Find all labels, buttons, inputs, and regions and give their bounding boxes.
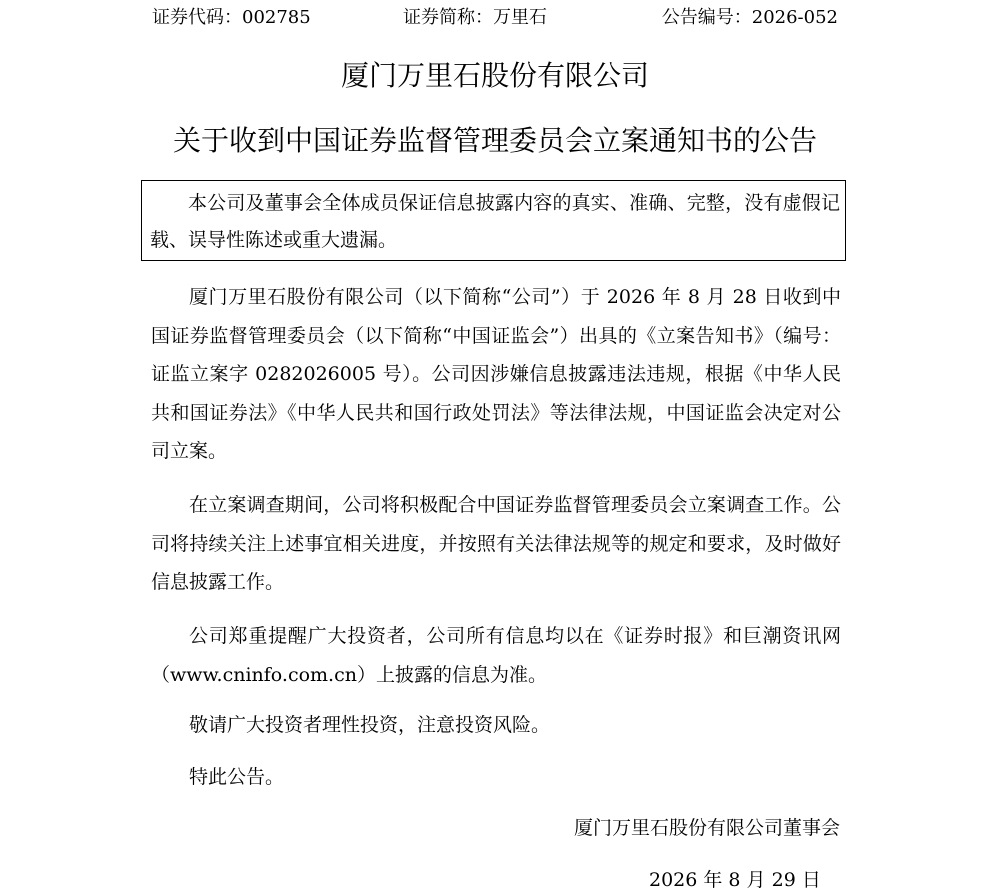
signature-date: 2026 年 8 月 29 日 [649, 869, 821, 891]
announcement-number: 公告编号：2026-052 [661, 7, 838, 28]
paragraph-cooperation: 在立案调查期间，公司将积极配合中国证券监督管理委员会立案调查工作。公司将持续关注上述事宜相关进度，并按照有关法律法规等的规定和要求，及时做好信息披露工作。 [151, 494, 841, 593]
paragraph-filing-notice: 厦门万里石股份有限公司（以下简称“公司”）于 2026 年 8 月 28 日收到中国证券监督管理委员会（以下简称“中国证监会”）出具的《立案告知书》（编号：证监立案字 0282026005 号）。公司因涉嫌信息披露违法违规，根据《中华人民共和国证券法》《中华人民共和国行政处罚法》等法律法规，中国证监会决定对公司立案。 [151, 286, 841, 462]
paragraph-disclosure-media: 公司郑重提醒广大投资者，公司所有信息均以在《证券时报》和巨潮资讯网（www.cninfo.com.cn）上披露的信息为准。 [151, 625, 841, 686]
board-statement-text: 本公司及董事会全体成员保证信息披露内容的真实、准确、完整，没有虚假记载、误导性陈述或重大遗漏。 [150, 192, 840, 251]
stock-abbreviation: 证券简称：万里石 [403, 7, 547, 28]
board-statement-box [141, 180, 846, 261]
company-title: 厦门万里石股份有限公司 [340, 59, 649, 92]
stock-code: 证券代码：002785 [152, 7, 311, 28]
paragraph-closing: 特此公告。 [189, 766, 285, 788]
paragraph-risk-warning: 敬请广大投资者理性投资，注意投资风险。 [189, 714, 551, 736]
signature-board: 厦门万里石股份有限公司董事会 [573, 817, 840, 839]
notice-title: 关于收到中国证券监督管理委员会立案通知书的公告 [172, 124, 817, 157]
